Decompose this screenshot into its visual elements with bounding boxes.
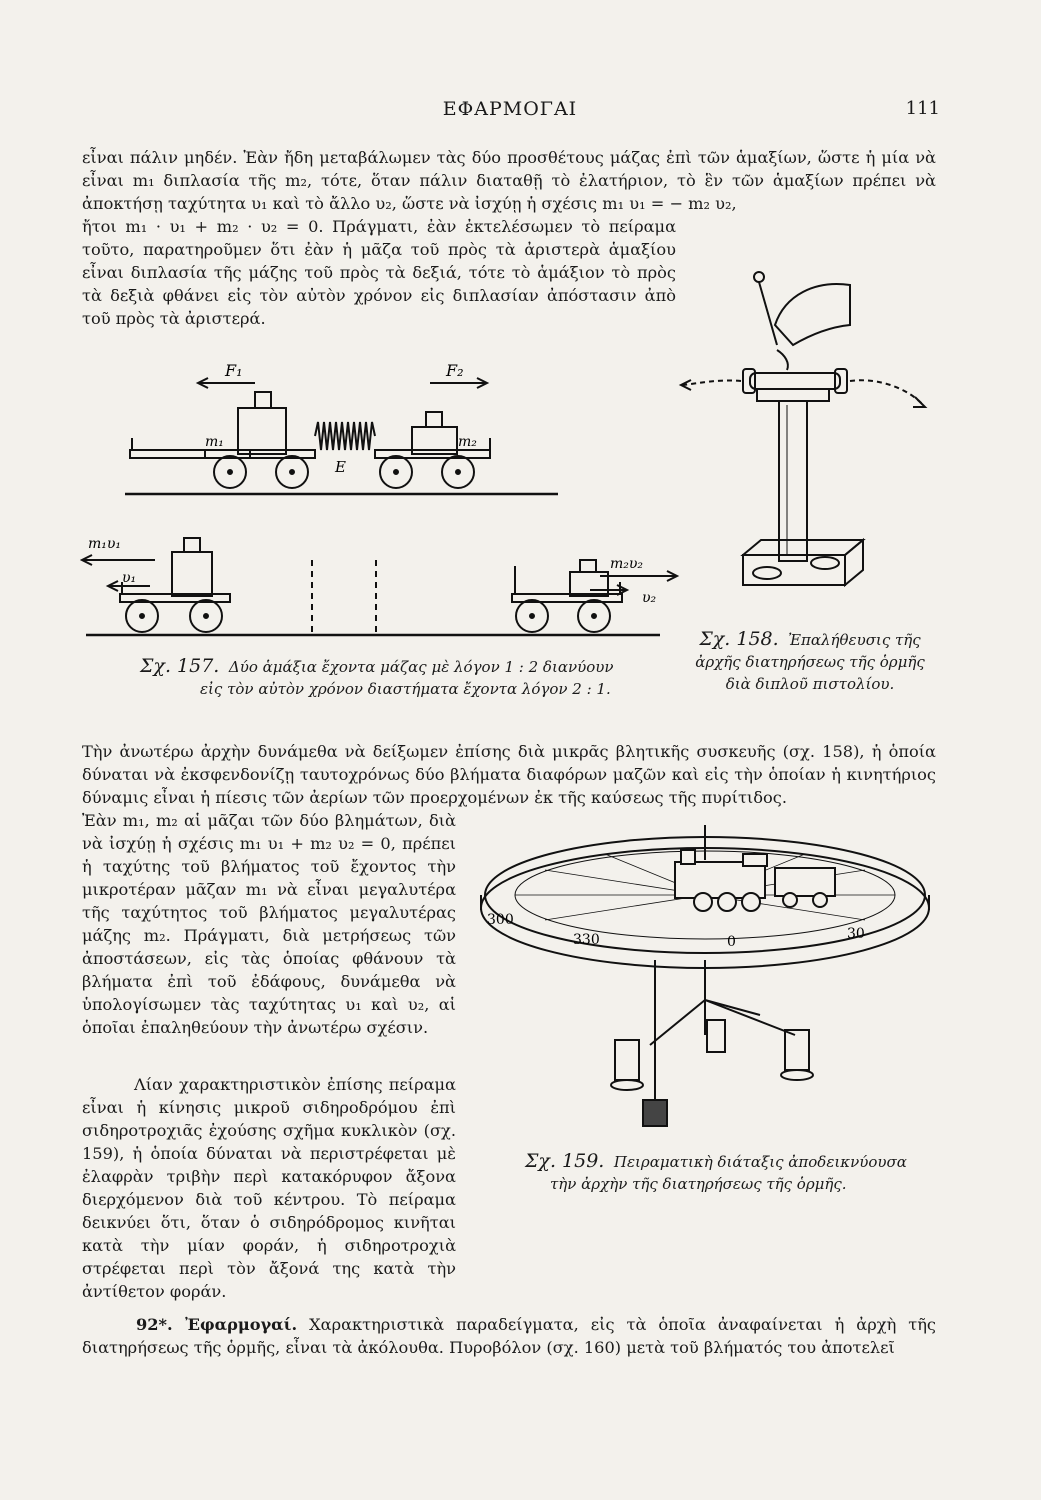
- running-header: [80, 98, 940, 128]
- paragraph-4: [82, 1313, 936, 1359]
- paragraph-1b-text: ἤτοι m₁ · υ₁ + m₂ · υ₂ = 0. Πράγματι, ἐὰν ἐκτελέσωμεν τὸ πείραμα τοῦτο, παρατηροῦμεν ὅτι ἐὰν ἡ μᾶζα τοῦ πρὸς τὰ ἀριστερὰ ἁμαξίου εἶναι διπλασία τῆς μάζης τοῦ πρὸς τὰ δεξιά, τότε τὸ ἁμάξιον τὸ πρὸς τὰ δεξιὰ φθάνει εἰς τὸν αὐτὸν χρόνον εἰς διπλασίαν ἀπόστασιν ἀπὸ τοῦ πρὸς τὰ ἀριστερά.: [82, 217, 676, 328]
- section-heading: 92*. Ἐφαρμογαί.: [136, 1315, 298, 1334]
- figure-157: [80, 350, 680, 650]
- fig157-caption-line1: Δύο ἁμάξια ἔχοντα μάζας μὲ λόγον 1 : 2 διανύουν: [228, 658, 614, 676]
- scale-330: 330: [573, 932, 600, 948]
- paragraph-2b: [82, 809, 456, 1039]
- m2-label: m₂: [458, 434, 477, 450]
- fig158-caption: [690, 628, 930, 695]
- fig157-caption-num: Σχ. 157.: [140, 655, 220, 677]
- fig157-caption: [140, 655, 660, 700]
- v1-label: υ₁: [122, 570, 137, 586]
- fig159-caption-line1: Πειραματικὴ διάταξις ἀποδεικνύουσα: [613, 1153, 907, 1171]
- scale-0: 0: [727, 934, 736, 950]
- f1-label: F₁: [225, 361, 243, 380]
- fig157-top: [125, 378, 558, 494]
- fig158-caption-line1: Ἐπαλήθευσις τῆς: [788, 631, 921, 649]
- page-number: 111: [905, 98, 940, 119]
- v2-label: υ₂: [642, 590, 657, 606]
- e-label: E: [335, 458, 346, 476]
- fig159-caption: [525, 1150, 935, 1195]
- paragraph-3-text: Λίαν χαρακτηριστικὸν ἐπίσης πείραμα εἶναι ἡ κίνησις μικροῦ σιδηροδρόμου ἐπὶ σιδηροτροχιᾶς ἐχούσης σχῆμα κυκλικὸν (σχ. 159), ἡ ὁποία δύναται νὰ περιστρέφεται μὲ ἐλαφρὰν τριβὴν περὶ κατακόρυφον ἄξονα διερχόμενον διὰ τοῦ κέντρου. Τὸ πείραμα δεικνύει ὅτι, ὅταν ὁ σιδηρόδρομος κινῆται κατὰ τὴν μίαν φοράν, ἡ σιδηροτροχιὰ στρέφεται περὶ τὸν ἄξονά της κατὰ τὴν ἀντίθετον φοράν.: [82, 1075, 456, 1301]
- fig158-caption-num: Σχ. 158.: [699, 628, 779, 650]
- scale-30: 30: [847, 926, 865, 942]
- paragraph-2b-text: Ἐὰν m₁, m₂ αἱ μᾶζαι τῶν δύο βλημάτων, διὰ νὰ ἰσχύῃ ἡ σχέσις m₁ υ₁ + m₂ υ₂ = 0, πρέπει ἡ ταχύτης τοῦ βλήματος τοῦ ἔχοντος τὴν μικροτέραν μᾶζαν m₁ νὰ εἶναι μεγαλυτέρα τῆς ταχύτητος τοῦ βλήματος μεγαλυτέρας μάζης m₂. Πράγματι, διὰ μετρήσεως τῶν ἀποστάσεων, εἰς τὰς ὁποίας φθάνουν τὰ βλήματα ἐπὶ τοῦ ἐδάφους, δυνάμεθα νὰ ὑπολογίσωμεν τὰς ταχύτητας υ₁ καὶ υ₂, αἱ ὁποῖαι ἐπαληθεύουν τὴν ἀνωτέρω σχέσιν.: [82, 811, 456, 1037]
- f2-label: F₂: [446, 361, 464, 380]
- figure-158: [675, 255, 935, 625]
- paragraph-3: [82, 1073, 456, 1303]
- paragraph-1: [82, 146, 936, 215]
- paragraph-1-text: εἶναι πάλιν μηδέν. Ἐὰν ἤδη μεταβάλωμεν τὰς δύο προσθέτους μάζας ἐπὶ τῶν ἁμαξίων, ὥστε ἡ μία νὰ εἶναι m₁ διπλασία τῆς m₂, τότε, ὅταν πάλιν διαταθῇ τὸ ἐλατήριον, τὸ ἓν τῶν ἁμαξίων πρέπει νὰ ἀποκτήσῃ ταχύτητα υ₁ καὶ τὸ ἄλλο υ₂, ὥστε νὰ ἰσχύῃ ἡ σχέσις m₁ υ₁ = − m₂ υ₂,: [82, 148, 936, 213]
- m1-label: m₁: [205, 434, 224, 450]
- fig159-caption-num: Σχ. 159.: [525, 1150, 605, 1172]
- paragraph-2-text: Τὴν ἀνωτέρω ἀρχὴν δυνάμεθα νὰ δείξωμεν ἐπίσης διὰ μικρᾶς βλητικῆς συσκευῆς (σχ. 158), ἡ ὁποία δύναται νὰ ἐκσφενδονίζῃ ταυτοχρόνως δύο βλήματα διαφόρων μαζῶν καὶ εἰς τὴν ὁποίαν ἡ κινητήριος δύναμις εἶναι ἡ πίεσις τῶν ἀερίων τῶν προερχομένων ἐκ τῆς καύσεως τῆς πυρίτιδος.: [82, 742, 936, 807]
- paragraph-2: [82, 740, 936, 809]
- m2v2-label: m₂υ₂: [610, 556, 644, 572]
- m1v1-label: m₁υ₁: [88, 536, 122, 552]
- figure-159: [475, 820, 935, 1140]
- paragraph-1b: [82, 215, 676, 330]
- fig158-caption-line3: διὰ διπλοῦ πιστολίου.: [725, 675, 895, 693]
- fig159-caption-line2: τὴν ἀρχὴν τῆς διατηρήσεως τῆς ὁρμῆς.: [550, 1175, 847, 1193]
- fig157-caption-line2: εἰς τὸν αὐτὸν χρόνον διαστήματα ἔχοντα λόγον 2 : 1.: [200, 680, 611, 698]
- page-title: ΕΦΑΡΜΟΓΑΙ: [442, 98, 578, 120]
- fig158-caption-line2: ἀρχῆς διατηρήσεως τῆς ὁρμῆς: [695, 653, 925, 671]
- paragraph-4-text: Χαρακτηριστικὰ παραδείγματα, εἰς τὰ ὁποῖα ἀναφαίνεται ἡ ἀρχὴ τῆς διατηρήσεως τῆς ὁρμῆς, εἶναι τὰ ἀκόλουθα. Πυροβόλον (σχ. 160) μετὰ τοῦ βλήματός του ἀποτελεῖ: [82, 1315, 936, 1357]
- fig157-bottom: [82, 538, 677, 635]
- scale-300: 300: [487, 912, 514, 928]
- hand-icon: [775, 284, 850, 345]
